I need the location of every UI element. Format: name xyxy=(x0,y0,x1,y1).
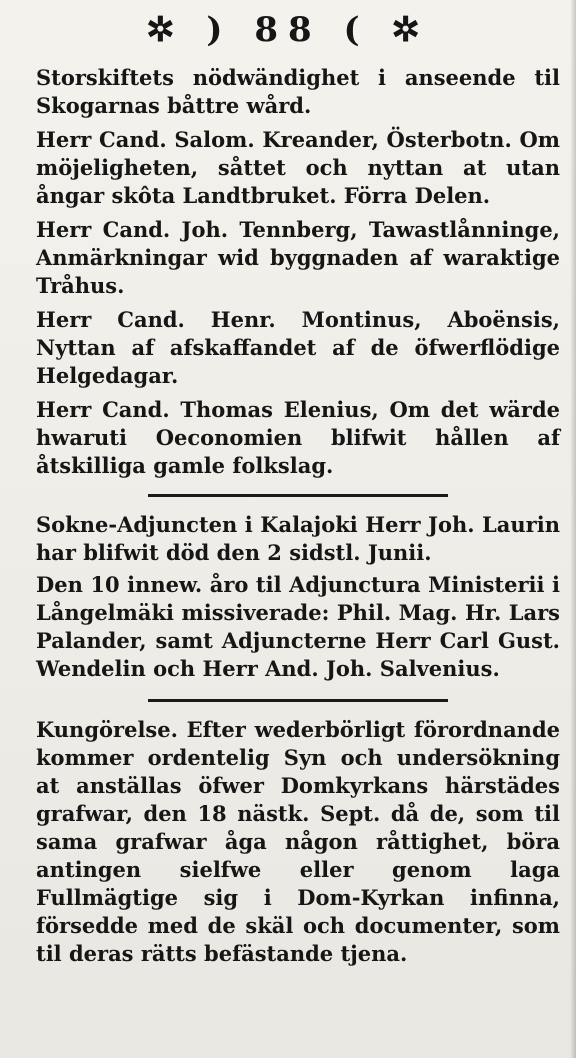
page-content xyxy=(36,64,560,974)
text-paragraph: Herr Cand. Thomas Elenius, Om det wärde hwaruti Oeconomien blifwit hållen af åtskilliga gamle folkslag. xyxy=(36,397,560,478)
text-paragraph: Sokne-Adjuncten i Kalajoki Herr Joh. Laurin har blifwit död den 2 sidstl. Junii. xyxy=(36,512,560,565)
section-divider xyxy=(148,699,448,702)
text-paragraph: Herr Cand. Joh. Tennberg, Tawastlånninge, Anmärkningar wid byggnaden af waraktige Tråhus. xyxy=(36,217,560,298)
text-paragraph: Kungörelse. Efter wederbörligt förordnande kommer ordentelig Syn och undersökning at anställas öfwer Domkyrkans härstädes grafwar, den 18 nästk. Sept. då de, som til sama grafwar åga någon råttighet, böra antingen sielfwe eller genom laga Fullmägtige sig i Dom-Kyrkan infinna, försedde med de skäl och documenter, som til deras rätts befästande tjena. xyxy=(36,717,560,966)
page-edge-shadow xyxy=(570,0,576,1058)
text-paragraph: Storskiftets nödwändighet i anseende til Skogarnas båttre wård. xyxy=(36,65,560,118)
section-divider xyxy=(148,494,448,497)
text-paragraph: Herr Cand. Salom. Kreander, Österbotn. Om möjeligheten, såttet och nyttan at utan ångar skôta Landtbruket. Förra Delen. xyxy=(36,127,560,208)
text-paragraph: Den 10 innew. åro til Adjunctura Ministerii i Långelmäki missiverade: Phil. Mag. Hr. Lars Palander, samt Adjuncterne Herr Carl Gust. Wendelin och Herr And. Joh. Salvenius. xyxy=(36,572,560,681)
page-header: ✲ ) 88 ( ✲ xyxy=(146,10,430,50)
text-paragraph: Herr Cand. Henr. Montinus, Aboënsis, Nyttan af afskaffandet af de öfwerflödige Helgedagar. xyxy=(36,307,560,388)
